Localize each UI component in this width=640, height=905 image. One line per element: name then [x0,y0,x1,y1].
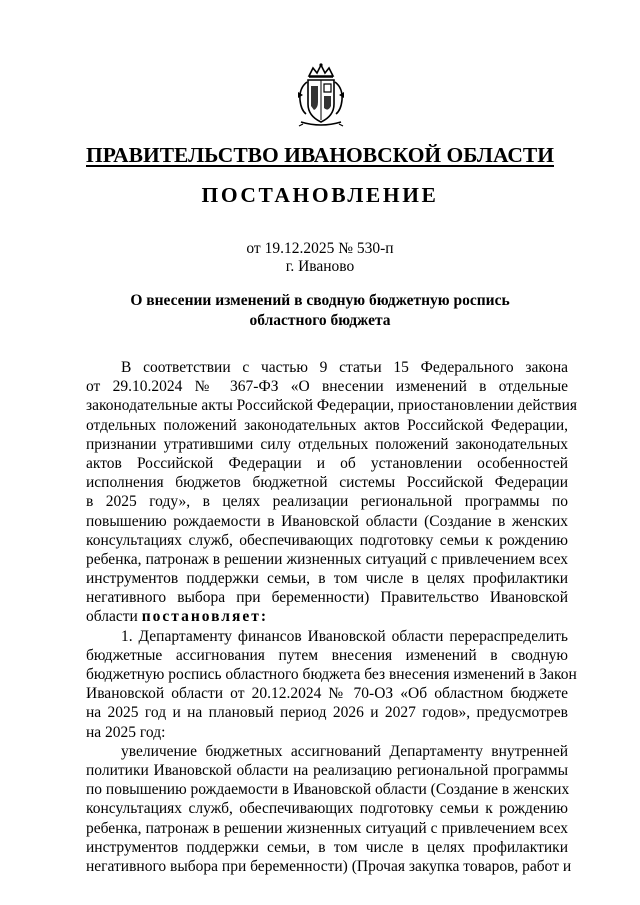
body-line: исполнения бюджетов бюджетной системы Российской Федерации [86,474,568,492]
body-line: ребенка, патронаж в решении жизненных ситуаций с привлечением всех [86,550,568,568]
body-line: признании утратившими силу отдельных положений законодательных [86,435,568,453]
body-line: бюджетные ассигнования путем внесения изменений в сводную [86,646,568,664]
body-line: инструментов поддержки семьи, в том числе в целях профилактики [86,838,568,856]
body-line: на 2025 год: [86,723,166,741]
document-type-heading: ПОСТАНОВЛЕНИЕ [201,183,439,207]
document-date-number: от 19.12.2025 № 530-п [246,240,394,257]
subject-line: областного бюджета [249,312,391,329]
body-line: ребенка, патронаж в решении жизненных ситуаций с привлечением всех [86,819,568,837]
document-subject [0,291,640,331]
body-line: политики Ивановской области на реализацию региональной программы [86,761,568,779]
body-line: негативного выбора при беременности) Правительство Ивановской [86,589,568,607]
organization-title: ПРАВИТЕЛЬСТВО ИВАНОВСКОЙ ОБЛАСТИ [86,143,554,167]
decree-prefix: области [86,608,142,626]
body-line: законодательные акты Российской Федерации, приостановлении действия [86,397,578,415]
body-line: в 2025 году», в целях реализации региональной программы по [86,493,568,511]
body-line: отдельных положений законодательных актов Российской Федерации, [86,416,568,434]
body-line: актов Российской Федерации и об установлении особенностей [86,454,568,472]
decree-word: постановляет [141,608,261,626]
body-line: повышению рождаемости в Ивановской области (Создание в женских [86,512,568,530]
body-line: 1. Департаменту финансов Ивановской области перераспределить [121,627,568,645]
body-line: инструментов поддержки семьи, в том числе в целях профилактики [86,570,568,588]
body-line: по повышению рождаемости в Ивановской области (Создание в женских [86,781,570,799]
body-line: негативного выбора при беременности) (Прочая закупка товаров, работ и [86,857,572,875]
document-body [86,358,578,876]
decree-line [86,607,568,626]
body-line: В соответствии с частью 9 статьи 15 Федерального закона [121,359,568,376]
body-line: бюджетную роспись областного бюджета без внесения изменений в Закон [86,666,577,683]
body-line: на 2025 год и на плановый период 2026 и 2027 годов», предусмотрев [86,704,568,722]
body-line: консультациях служб, обеспечивающих подготовку семьи к рождению [86,800,568,818]
body-line: увеличение бюджетных ассигнований Департаменту внутренней [121,742,568,760]
document-city: г. Иваново [285,258,355,275]
body-line: от 29.10.2024 № 367-ФЗ «О внесении изменений в отдельные [86,378,568,396]
body-line: консультациях служб, обеспечивающих подготовку семьи к рождению [86,531,568,549]
body-line: Ивановской области от 20.12.2024 № 70-ОЗ «Об областном бюджете [86,685,568,703]
coat-of-arms-icon [295,62,347,128]
decree-colon: : [260,608,269,626]
subject-line: О внесении изменений в сводную бюджетную роспись [130,292,510,309]
